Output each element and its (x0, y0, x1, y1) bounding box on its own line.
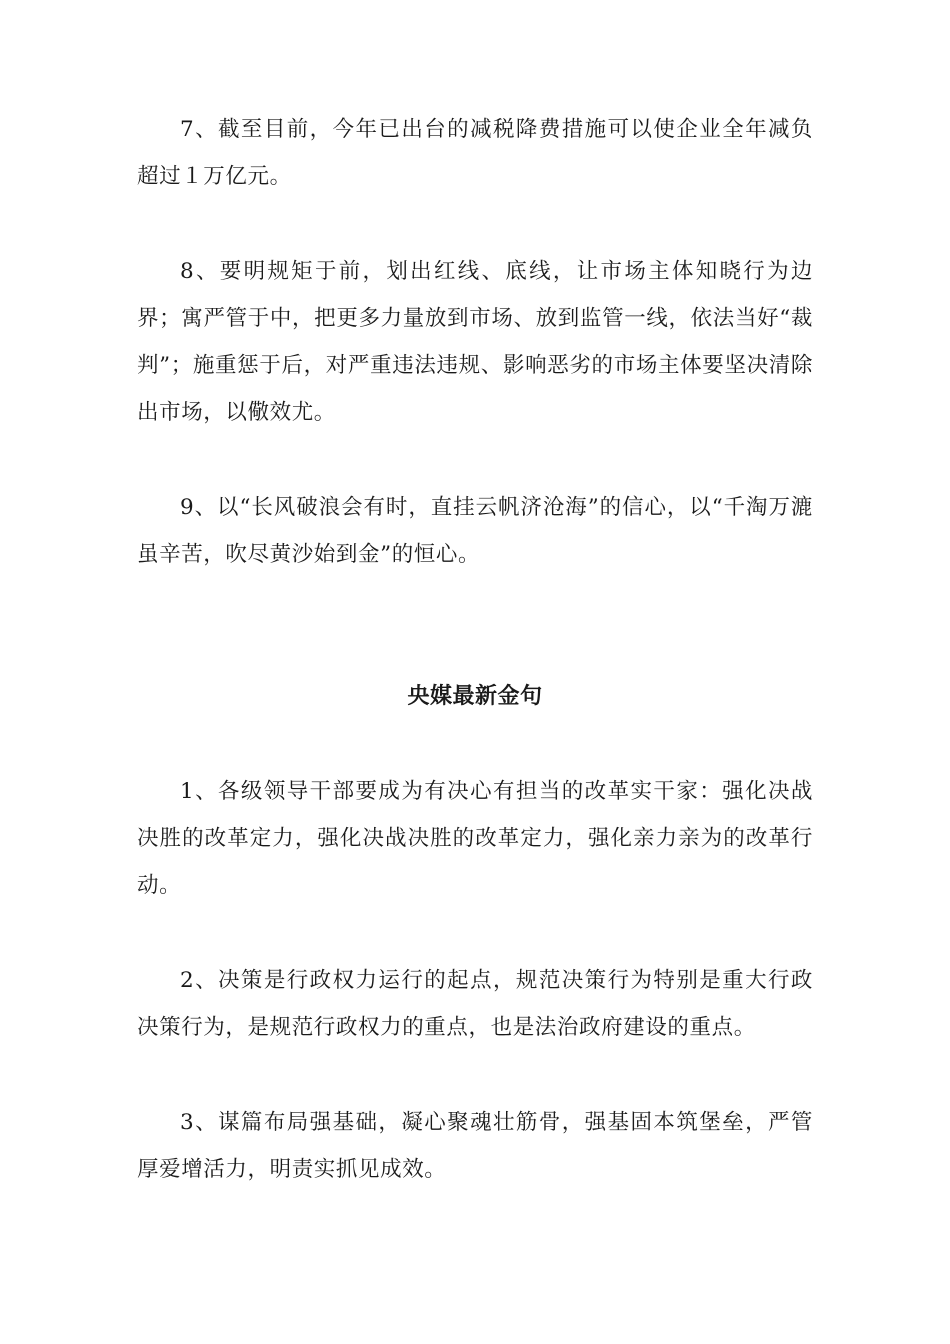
document-page (137, 106, 813, 1241)
paragraph-1: 1、各级领导干部要成为有决心有担当的改革实干家：强化决战决胜的改革定力，强化决战决胜的改革定力，强化亲力亲为的改革行动。 (137, 779, 813, 898)
paragraph-8: 8、要明规矩于前，划出红线、底线，让市场主体知晓行为边界；寓严管于中，把更多力量放到市场、放到监管一线，依法当好“裁判”；施重惩于后，对严重违法违规、影响恶劣的市场主体要坚决清除出市场，以儆效尤。 (137, 259, 813, 425)
paragraph-7: 7、截至目前，今年已出台的减税降费措施可以使企业全年减负超过１万亿元。 (137, 117, 813, 189)
paragraph-3: 3、谋篇布局强基础，凝心聚魂壮筋骨，强基固本筑堡垒，严管厚爱增活力，明责实抓见成效。 (137, 1110, 813, 1182)
section-heading: 央媒最新金句 (407, 684, 543, 709)
paragraph-9: 9、以“长风破浪会有时，直挂云帆济沧海”的信心，以“千淘万漉虽辛苦，吹尽黄沙始到金”的恒心。 (137, 495, 813, 567)
paragraph-2: 2、决策是行政权力运行的起点，规范决策行为特别是重大行政决策行为，是规范行政权力的重点，也是法治政府建设的重点。 (137, 968, 813, 1040)
